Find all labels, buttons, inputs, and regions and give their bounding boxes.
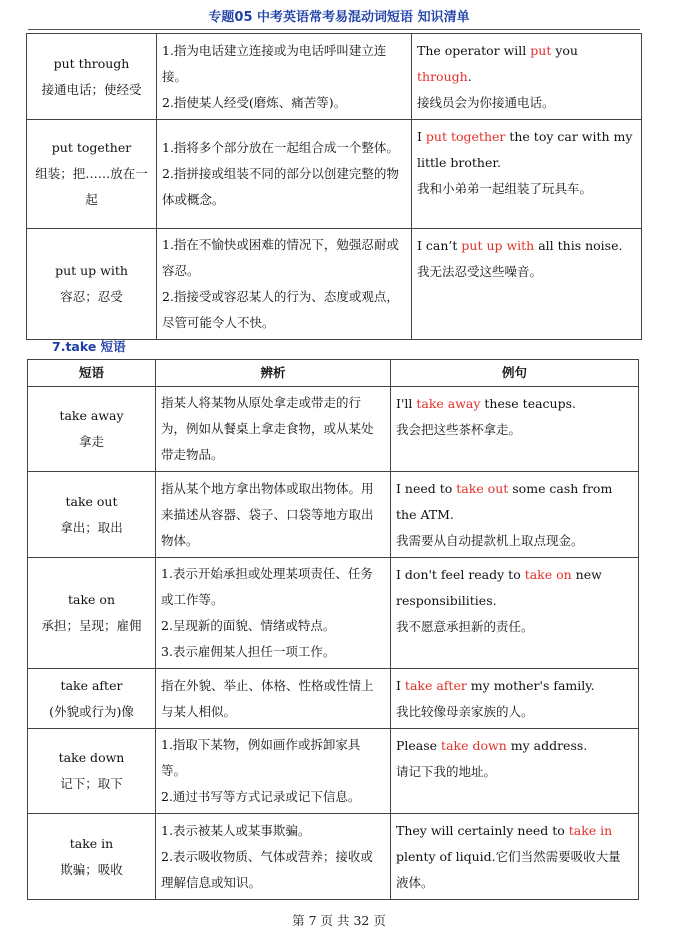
explanation-line: 指从某个地方拿出物体或取出物体。用来描述从容器、袋子、口袋等地方取出物体。 — [161, 480, 374, 548]
explanation-line: 1.指为电话建立连接或为电话呼叫建立连接。 — [162, 42, 387, 84]
phrase-cell — [28, 387, 156, 472]
example-en — [417, 124, 636, 176]
example-cn: 我需要从自动提款机上取点现金。 — [396, 533, 584, 548]
example-text: I'll — [396, 396, 417, 411]
put-phrases-table — [26, 33, 642, 340]
explanation-cell — [156, 669, 391, 729]
example-cn: 请记下我的地址。 — [396, 764, 497, 779]
example-text: I — [396, 678, 405, 693]
column-header-phrase: 短语 — [28, 360, 156, 387]
table-row — [28, 387, 639, 472]
example-text: these teacups. — [480, 396, 576, 411]
explanation-line: 2.呈现新的面貌、情绪或特点。 — [161, 618, 336, 633]
explanation-cell — [157, 34, 412, 120]
example-text: 它们当然需要吸收大量液体。 — [396, 849, 621, 890]
explanation-line: 2.通过书写等方式记录或记下信息。 — [161, 789, 361, 804]
example-text: the toy car with my little brother. — [417, 129, 633, 170]
explanation-line: 1.表示被某人或某事欺骗。 — [161, 822, 311, 838]
phrase-meaning: 记下；取下 — [60, 776, 123, 791]
example-en — [396, 818, 633, 896]
explanation-cell — [157, 120, 412, 229]
explanation-line: 1.指将多个部分放在一起组合成一个整体。 — [162, 140, 399, 155]
phrase-text: take down — [58, 750, 125, 765]
phrase-text: take after — [60, 677, 123, 693]
highlighted-phrase: take away — [416, 396, 481, 411]
highlighted-phrase: take in — [568, 823, 613, 838]
table-row — [27, 34, 642, 120]
example-cell — [412, 229, 642, 340]
example-text: Please — [396, 738, 442, 753]
example-cell — [391, 814, 639, 900]
example-text: my address. — [506, 738, 588, 753]
example-text: some cash from the ATM. — [396, 481, 613, 522]
phrase-meaning: (外貌或行为)像 — [49, 703, 134, 719]
table-row — [28, 729, 639, 814]
explanation-cell — [156, 387, 391, 472]
table-row — [28, 558, 639, 669]
explanation-line: 1.表示开始承担或处理某项责任、任务或工作等。 — [161, 566, 373, 607]
example-cn: 我和小弟弟一起组装了玩具车。 — [417, 181, 593, 196]
page-header-title: 专题05 中考英语常考易混动词短语 知识清单 — [208, 10, 470, 25]
example-cn: 我不愿意承担新的责任。 — [396, 619, 534, 634]
phrase-cell — [28, 558, 156, 669]
table-row — [27, 120, 642, 229]
highlighted-phrase: take down — [441, 738, 507, 753]
table-row — [28, 669, 639, 729]
explanation-line: 指在外貌、举止、体格、性格或性情上与某人相似。 — [161, 677, 374, 719]
example-text: I can’t — [417, 238, 462, 253]
example-en — [396, 476, 633, 528]
example-en — [417, 233, 636, 259]
phrase-meaning: 拿走 — [78, 434, 104, 449]
highlighted-phrase: put — [530, 43, 552, 58]
table-header-row — [28, 360, 639, 387]
phrase-cell — [28, 814, 156, 900]
phrase-meaning: 承担；呈现；雇佣 — [41, 618, 142, 633]
explanation-cell — [156, 558, 391, 669]
example-text: I — [417, 129, 426, 144]
example-text: I need to — [396, 481, 457, 496]
take-phrases-table — [27, 359, 639, 900]
example-cell — [391, 472, 639, 558]
explanation-cell — [157, 229, 412, 340]
phrase-cell — [27, 229, 157, 340]
example-cn: 接线员会为你接通电话。 — [417, 95, 555, 110]
explanation-cell — [156, 814, 391, 900]
phrase-cell — [27, 120, 157, 229]
example-en — [396, 673, 633, 699]
explanation-cell — [156, 472, 391, 558]
example-cn: 我无法忍受这些噪音。 — [417, 264, 543, 279]
example-text: you — [551, 43, 578, 58]
explanation-line: 2.表示吸收物质、气体或营养；接收或理解信息或知识。 — [161, 848, 373, 890]
example-cell — [391, 669, 639, 729]
highlighted-phrase: through — [417, 69, 468, 84]
phrase-cell — [28, 669, 156, 729]
explanation-line: 1.指取下某物，例如画作或拆卸家具等。 — [161, 737, 361, 778]
example-text: plenty of liquid. — [396, 849, 496, 864]
highlighted-phrase: put up with — [461, 238, 535, 253]
example-cell — [412, 34, 642, 120]
example-text: They will certainly need to — [396, 823, 569, 838]
phrase-meaning: 拿出；取出 — [60, 519, 123, 535]
phrase-text: take away — [59, 408, 124, 423]
table-row — [28, 814, 639, 900]
table-row — [28, 472, 639, 558]
explanation-cell — [156, 729, 391, 814]
example-cell — [391, 558, 639, 669]
example-cn: 我比较像母亲家族的人。 — [396, 704, 534, 719]
example-text: I don't feel ready to — [396, 567, 525, 582]
phrase-text: put through — [53, 55, 130, 71]
phrase-text: put together — [51, 140, 132, 155]
example-text: new responsibilities. — [396, 567, 602, 608]
explanation-line: 2.指接受或容忍某人的行为、态度或观点，尽管可能令人不快。 — [162, 289, 399, 330]
explanation-line: 2.指使某人经受(磨炼、痛苦等)。 — [162, 94, 347, 110]
example-en — [417, 38, 636, 90]
example-cell — [391, 729, 639, 814]
phrase-cell — [27, 34, 157, 120]
explanation-line: 2.指拼接或组装不同的部分以创建完整的物体或概念。 — [162, 166, 399, 207]
highlighted-phrase: take on — [524, 567, 572, 582]
highlighted-phrase: put together — [425, 129, 506, 144]
example-en — [396, 391, 633, 417]
column-header-analysis: 辨析 — [156, 360, 391, 387]
explanation-line: 指某人将某物从原处拿走或带走的行为，例如从餐桌上拿走食物，或从某处带走物品。 — [161, 395, 374, 462]
example-text: . — [467, 69, 472, 84]
example-cell — [391, 387, 639, 472]
phrase-text: put up with — [55, 263, 128, 278]
example-cn: 我会把这些茶杯拿走。 — [396, 422, 522, 437]
example-text: all this noise. — [534, 238, 623, 253]
explanation-line: 3.表示雇佣某人担任一项工作。 — [161, 644, 336, 659]
column-header-example: 例句 — [391, 360, 639, 387]
page-footer: 第 7 页 共 32 页 — [292, 913, 386, 928]
phrase-text: take in — [69, 835, 114, 851]
phrase-cell — [28, 472, 156, 558]
table-row — [27, 229, 642, 340]
highlighted-phrase: take after — [404, 678, 467, 693]
header-divider — [28, 29, 640, 30]
phrase-meaning: 容忍；忍受 — [60, 289, 123, 304]
example-text: my mother's family. — [466, 678, 595, 693]
example-text: The operator will — [417, 43, 531, 58]
phrase-meaning: 组装；把……放在一起 — [35, 166, 148, 207]
highlighted-phrase: take out — [456, 481, 509, 496]
phrase-meaning: 接通电话；使经受 — [41, 81, 142, 97]
phrase-meaning: 欺骗；吸收 — [60, 861, 123, 877]
phrase-text: take out — [65, 493, 118, 509]
example-en — [396, 733, 633, 759]
example-en — [396, 562, 633, 614]
example-cell — [412, 120, 642, 229]
explanation-line: 1.指在不愉快或困难的情况下，勉强忍耐或容忍。 — [162, 237, 399, 278]
phrase-cell — [28, 729, 156, 814]
phrase-text: take on — [68, 592, 115, 607]
section-heading: 7.take 短语 — [52, 339, 126, 354]
